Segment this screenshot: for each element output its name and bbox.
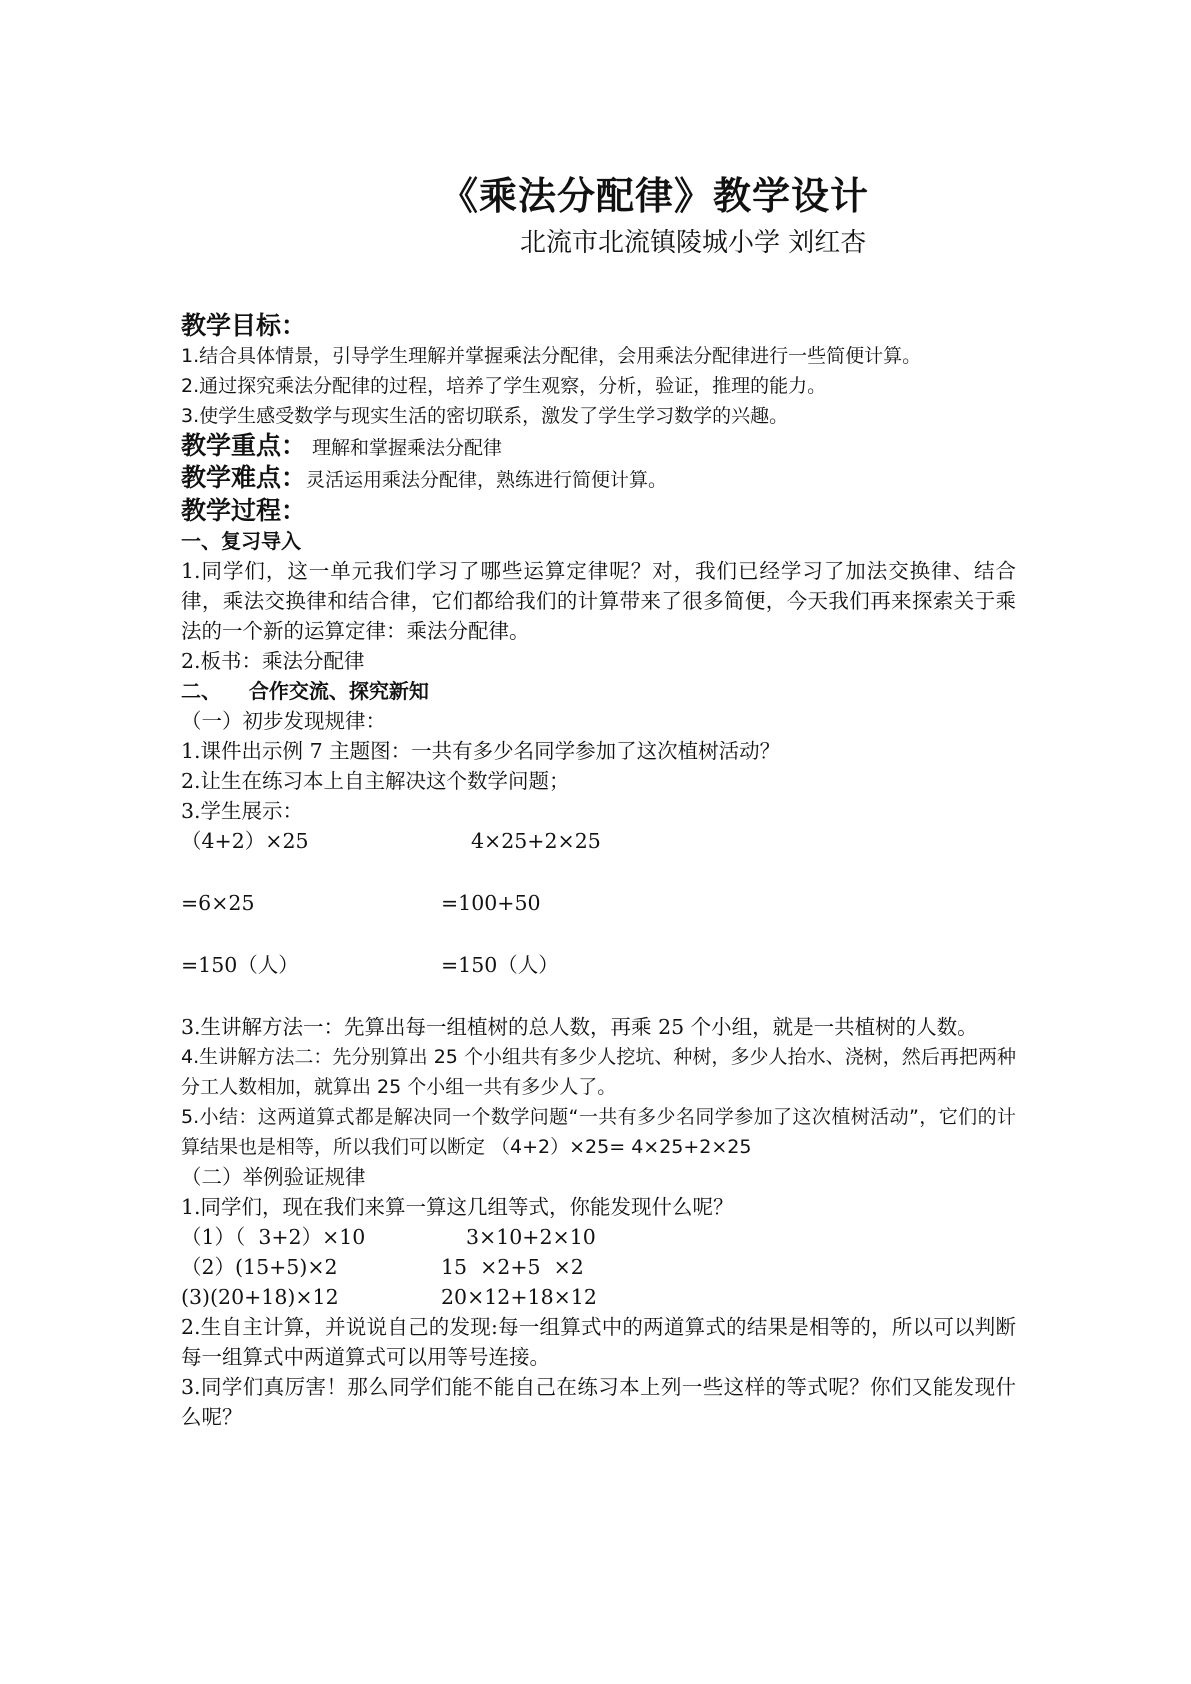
method1-text: 3.生讲解方法一：先算出每一组植树的总人数，再乘 25 个小组，就是一共植树的人数。 xyxy=(181,1015,978,1039)
process-heading: 教学过程： xyxy=(181,496,307,525)
difficulty-label: 教学难点： xyxy=(181,463,307,492)
difficulty xyxy=(181,463,1016,495)
section1-heading: 一、复习导入 xyxy=(181,529,301,553)
key-point-text: 理解和掌握乘法分配律 xyxy=(306,437,503,459)
part2-item: 2.生自主计算，并说说自己的发现:每一组算式中的两道算式的结果是相等的，所以可以判断每一组算式中两道算式可以用等号连接。 xyxy=(181,1315,1016,1369)
calc-right: =100+50 xyxy=(441,891,541,915)
section1-item: 2.板书：乘法分配律 xyxy=(181,649,365,673)
section1-item: 1.同学们，这一单元我们学习了哪些运算定律呢？对，我们已经学习了加法交换律、结合律，乘法交换律和结合律，它们都给我们的计算带来了很多简便，今天我们再来探索关于乘法的一个新的运算定律：乘法分配律。 xyxy=(181,559,1016,643)
pair-right: 20×12+18×12 xyxy=(441,1285,597,1309)
section2-heading: 二、 合作交流、探究新知 xyxy=(181,679,429,703)
equation-pair xyxy=(181,1252,1016,1282)
part1-item: 2.让生在练习本上自主解决这个数学问题； xyxy=(181,769,570,793)
difficulty-text: 灵活运用乘法分配律，熟练进行简便计算。 xyxy=(306,469,668,491)
calc-left: =6×25 xyxy=(181,891,255,915)
pair-left: （1）（ 3+2）×10 xyxy=(181,1225,366,1249)
part2-intro: 1.同学们，现在我们来算一算这几组等式，你能发现什么呢？ xyxy=(181,1195,734,1219)
calc-row xyxy=(181,950,1016,980)
document-body xyxy=(181,310,1016,1432)
objectives-heading: 教学目标： xyxy=(181,311,307,340)
part2-item: 3.同学们真厉害！那么同学们能不能自己在练习本上列一些这样的等式呢？你们又能发现什么呢？ xyxy=(181,1375,1016,1429)
calc-left: （4+2）×25 xyxy=(181,829,309,853)
calc-right: 4×25+2×25 xyxy=(471,829,601,853)
summary-text: 5.小结：这两道算式都是解决同一个数学问题“一共有多少名同学参加了这次植树活动”，它们的计算结果也是相等，所以我们可以断定 （4+2）×25= 4×25+2×25 xyxy=(181,1106,1016,1158)
author-line: 北流市北流镇陵城小学 刘红杏 xyxy=(520,228,867,258)
calc-row xyxy=(181,826,1016,856)
objective-item: 1.结合具体情景，引导学生理解并掌握乘法分配律，会用乘法分配律进行一些简便计算。 xyxy=(181,345,922,367)
method2-text: 4.生讲解方法二：先分别算出 25 个小组共有多少人挖坑、种树，多少人抬水、浇树，然后再把两种分工人数相加，就算出 25 个小组一共有多少人了。 xyxy=(181,1046,1016,1098)
calc-row xyxy=(181,888,1016,918)
calc-right: =150（人） xyxy=(441,953,559,977)
pair-right: 15 ×2+5 ×2 xyxy=(441,1255,584,1279)
objective-item: 2.通过探究乘法分配律的过程，培养了学生观察，分析，验证，推理的能力。 xyxy=(181,375,827,397)
equation-pair xyxy=(181,1282,1016,1312)
pair-right: 3×10+2×10 xyxy=(466,1225,596,1249)
part1-heading: （一）初步发现规律： xyxy=(181,709,386,733)
part1-item: 3.学生展示： xyxy=(181,799,304,823)
document-title: 《乘法分配律》教学设计 xyxy=(439,174,869,218)
key-point-label: 教学重点： xyxy=(181,431,307,460)
key-point xyxy=(181,431,1016,463)
pair-left: (3)(20+18)×12 xyxy=(181,1285,339,1309)
part2-heading: （二）举例验证规律 xyxy=(181,1165,366,1189)
part1-item: 1.课件出示例 7 主题图：一共有多少名同学参加了这次植树活动？ xyxy=(181,739,781,763)
equation-pair xyxy=(181,1222,1016,1252)
calc-left: =150（人） xyxy=(181,953,299,977)
objective-item: 3.使学生感受数学与现实生活的密切联系，激发了学生学习数学的兴趣。 xyxy=(181,405,789,427)
pair-left: （2）(15+5)×2 xyxy=(181,1255,338,1279)
